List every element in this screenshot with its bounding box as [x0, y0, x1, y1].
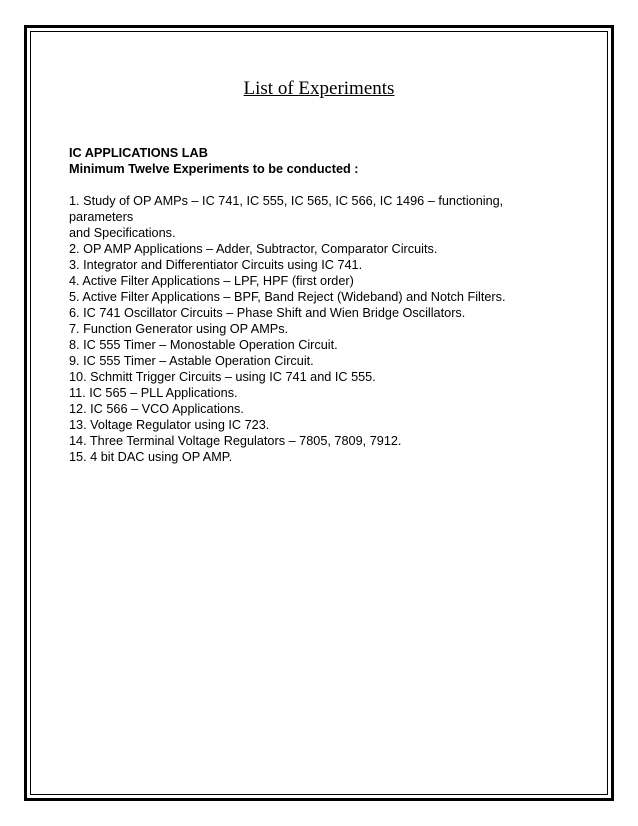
- experiment-line: 10. Schmitt Trigger Circuits – using IC 741 and IC 555.: [69, 370, 376, 384]
- document-body: [69, 145, 539, 465]
- page-title: List of Experiments: [243, 78, 395, 99]
- experiment-line: 7. Function Generator using OP AMPs.: [69, 322, 289, 336]
- experiment-line: 14. Three Terminal Voltage Regulators – 7805, 7809, 7912.: [69, 434, 402, 448]
- experiment-line: 8. IC 555 Timer – Monostable Operation Circuit.: [69, 338, 338, 352]
- lab-name: IC APPLICATIONS LAB: [69, 146, 208, 160]
- experiment-line: 3. Integrator and Differentiator Circuits using IC 741.: [69, 258, 363, 272]
- experiment-line: parameters: [69, 210, 134, 224]
- experiment-line: 1. Study of OP AMPs – IC 741, IC 555, IC 565, IC 566, IC 1496 – functioning,: [69, 194, 504, 208]
- experiment-line: 5. Active Filter Applications – BPF, Band Reject (Wideband) and Notch Filters.: [69, 290, 506, 304]
- experiment-line: 15. 4 bit DAC using OP AMP.: [69, 450, 233, 464]
- experiment-line: 13. Voltage Regulator using IC 723.: [69, 418, 270, 432]
- experiment-line: 9. IC 555 Timer – Astable Operation Circuit.: [69, 354, 314, 368]
- experiment-line: 12. IC 566 – VCO Applications.: [69, 402, 244, 416]
- experiment-line: 6. IC 741 Oscillator Circuits – Phase Shift and Wien Bridge Oscillators.: [69, 306, 466, 320]
- experiment-line: 11. IC 565 – PLL Applications.: [69, 386, 238, 400]
- experiment-list: [69, 193, 539, 465]
- experiment-line: 4. Active Filter Applications – LPF, HPF (first order): [69, 274, 354, 288]
- subtitle: Minimum Twelve Experiments to be conducted :: [69, 162, 359, 176]
- experiment-line: 2. OP AMP Applications – Adder, Subtractor, Comparator Circuits.: [69, 242, 438, 256]
- experiment-line: and Specifications.: [69, 226, 176, 240]
